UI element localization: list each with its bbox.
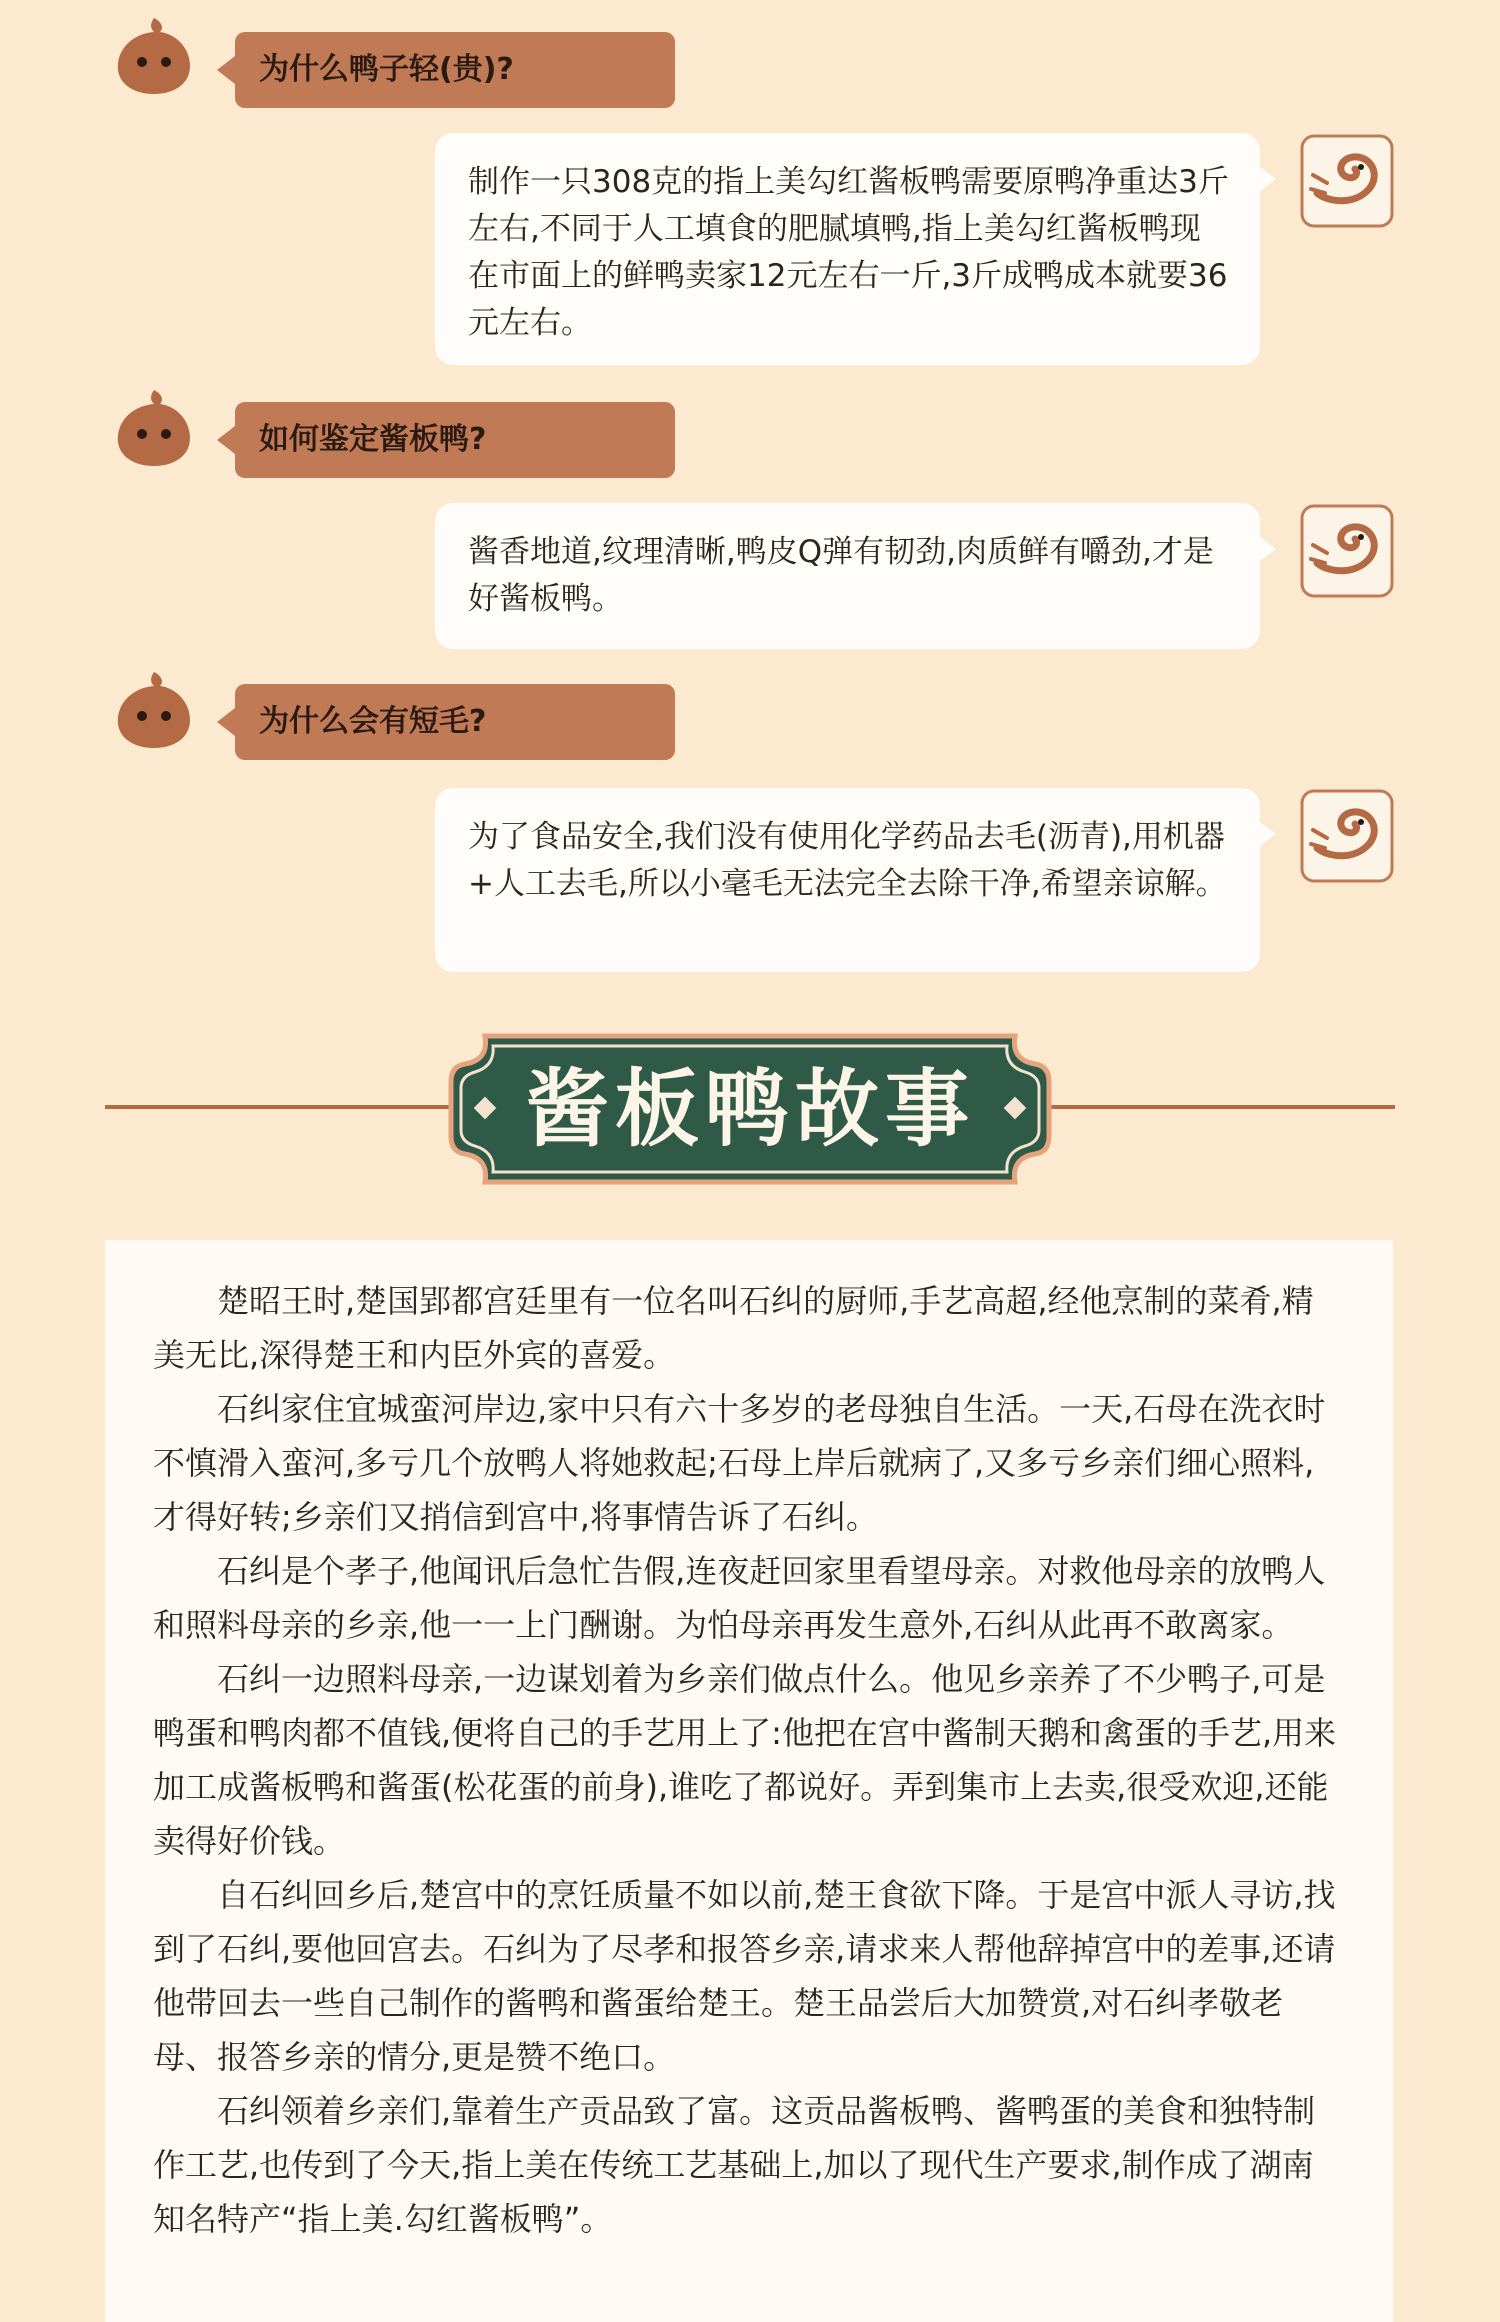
story-panel <box>105 1240 1393 2322</box>
faq-question-1: 为什么鸭子轻(贵)? <box>235 32 675 108</box>
story-paragraph: 石纠是个孝子,他闻讯后急忙告假,连夜赶回家里看望母亲。对救他母亲的放鸭人和照料母亲的乡亲,他一一上门酬谢。为怕母亲再发生意外,石纠从此再不敢离家。 <box>153 1552 1326 1644</box>
section-title: 酱板鸭故事 <box>524 1059 975 1158</box>
faq-answer-3: 为了食品安全,我们没有使用化学药品去毛(沥青),用机器+人工去毛,所以小毫毛无法完全去除干净,希望亲谅解。 <box>435 788 1260 972</box>
dragon-logo-icon <box>1299 503 1395 599</box>
dragon-logo-icon <box>1299 788 1395 884</box>
faq-answer-2: 酱香地道,纹理清晰,鸭皮Q弹有韧劲,肉质鲜有嚼劲,才是好酱板鸭。 <box>435 503 1260 649</box>
story-paragraph: 石纠家住宜城蛮河岸边,家中只有六十多岁的老母独自生活。一天,石母在洗衣时不慎滑入蛮河,多亏几个放鸭人将她救起;石母上岸后就病了,又多亏乡亲们细心照料,才得好转;乡亲们又捎信到宫中,将事情告诉了石纠。 <box>153 1390 1326 1536</box>
duck-mascot-icon <box>110 386 198 468</box>
dragon-logo-icon <box>1299 133 1395 229</box>
title-divider-right <box>1050 1105 1395 1109</box>
faq-answer-1: 制作一只308克的指上美勾红酱板鸭需要原鸭净重达3斤左右,不同于人工填食的肥腻填鸭,指上美勾红酱板鸭现在市面上的鲜鸭卖家12元左右一斤,3斤成鸭成本就要36元左右。 <box>435 133 1260 365</box>
story-paragraph: 石纠一边照料母亲,一边谋划着为乡亲们做点什么。他见乡亲养了不少鸭子,可是鸭蛋和鸭肉都不值钱,便将自己的手艺用上了:他把在宫中酱制天鹅和禽蛋的手艺,用来加工成酱板鸭和酱蛋(松花蛋的前身),谁吃了都说好。弄到集市上去卖,很受欢迎,还能卖得好价钱。 <box>153 1660 1337 1860</box>
title-divider-left <box>105 1105 450 1109</box>
duck-mascot-icon <box>110 14 198 96</box>
faq-question-2: 如何鉴定酱板鸭? <box>235 402 675 478</box>
story-paragraph: 自石纠回乡后,楚宫中的烹饪质量不如以前,楚王食欲下降。于是宫中派人寻访,找到了石纠,要他回宫去。石纠为了尽孝和报答乡亲,请求来人帮他辞掉宫中的差事,还请他带回去一些自己制作的酱鸭和酱蛋给楚王。楚王品尝后大加赞赏,对石纠孝敬老母、报答乡亲的情分,更是赞不绝口。 <box>153 1876 1336 2076</box>
story-paragraph: 楚昭王时,楚国郢都宫廷里有一位名叫石纠的厨师,手艺高超,经他烹制的菜肴,精美无比,深得楚王和内臣外宾的喜爱。 <box>153 1282 1314 1374</box>
story-paragraph: 石纠领着乡亲们,靠着生产贡品致了富。这贡品酱板鸭、酱鸭蛋的美食和独特制作工艺,也传到了今天,指上美在传统工艺基础上,加以了现代生产要求,制作成了湖南知名特产“指上美.勾红酱板鸭”。 <box>153 2092 1316 2238</box>
duck-mascot-icon <box>110 668 198 750</box>
faq-question-3: 为什么会有短毛? <box>235 684 675 760</box>
